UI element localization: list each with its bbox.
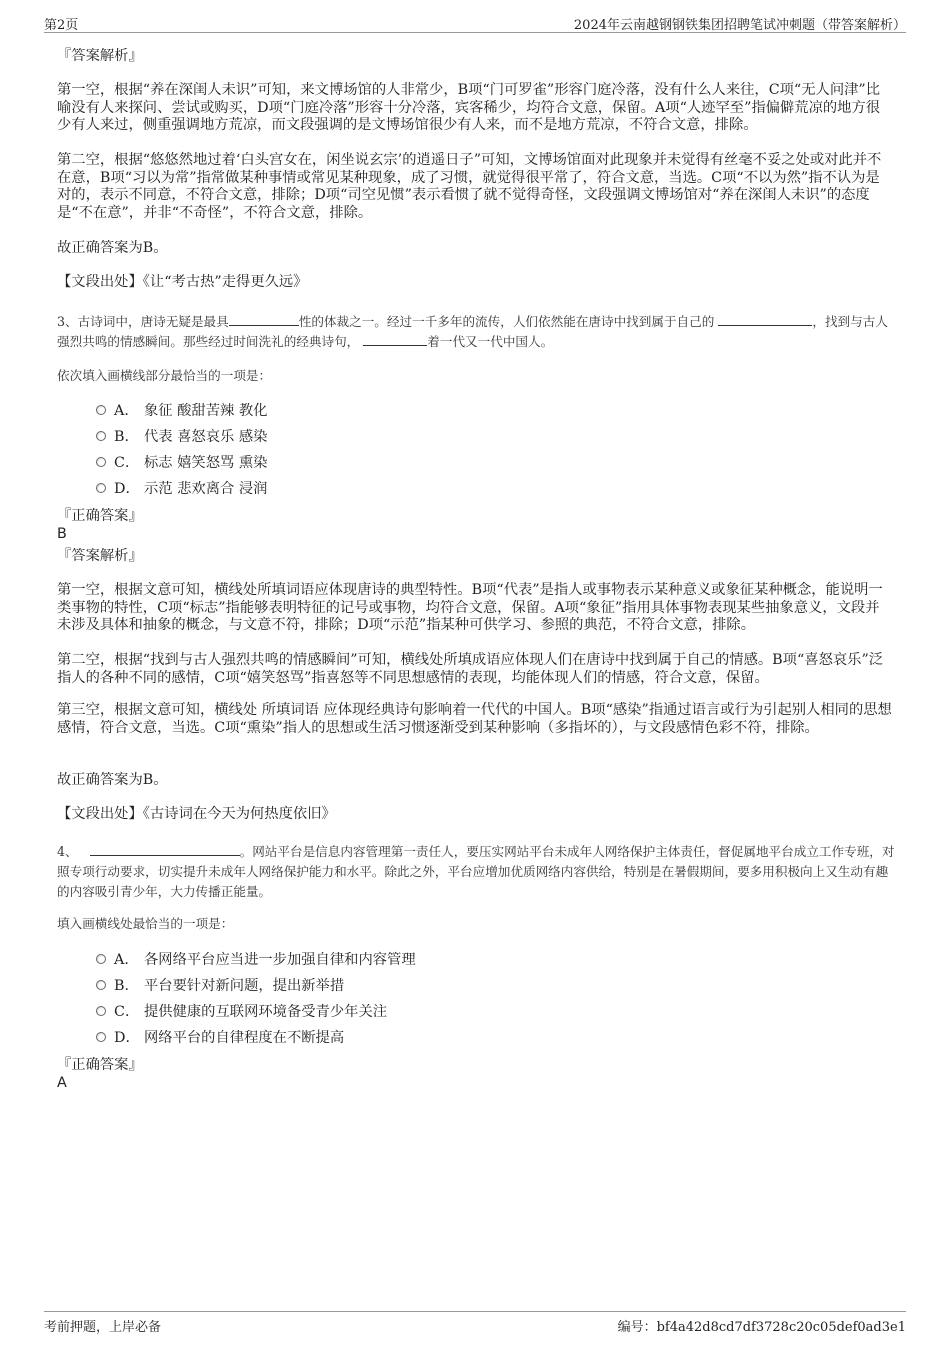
q4-answer: A	[57, 1075, 67, 1091]
page-footer	[44, 1311, 906, 1334]
footer-slogan: 考前押题，上岸必备	[44, 1320, 162, 1335]
q4-blank	[90, 842, 240, 856]
q3-option-d[interactable]: D． 示范 悲欢离合 浸润	[96, 480, 267, 498]
q3-answer-heading: 『正确答案』	[57, 508, 143, 524]
q3-source: 【文段出处】《古诗词在今天为何热度依旧》	[57, 806, 336, 822]
q3-text-4: 着一代又一代中国人。	[427, 334, 554, 349]
q3-stem	[57, 312, 895, 352]
q3-analysis-heading: 『答案解析』	[57, 548, 143, 564]
q4-answer-heading: 『正确答案』	[57, 1057, 143, 1073]
q3-analysis-para2: 第二空，根据“找到与古人强烈共鸣的情感瞬间”可知，横线处所填成语应体现人们在唐诗中找到属于自己的情感。B项“喜怒哀乐”泛指人的各种不同的感情，C项“嬉笑怒骂”指喜怒等不同思想感情的表现，均能体现人们的情感，符合文意，保留。	[57, 652, 884, 686]
q3-instruction: 依次填入画横线部分最恰当的一项是：	[57, 368, 272, 383]
q3-option-c[interactable]: C． 标志 嬉笑怒骂 熏染	[96, 454, 267, 472]
q3-option-b[interactable]: B． 代表 喜怒哀乐 感染	[96, 428, 267, 446]
q4-option-b[interactable]: B． 平台要针对新问题，提出新举措	[96, 977, 344, 995]
q3-conclusion: 故正确答案为B。	[57, 772, 168, 788]
q3-text-2: 性的体裁之一。经过一千多年的流传，人们依然能在唐诗中找到属于自己的	[298, 314, 715, 329]
radio-icon[interactable]	[96, 483, 106, 493]
q2-analysis-para2: 第二空，根据“悠悠然地过着‘白头宫女在，闲坐说玄宗’的逍遥日子”可知，文博场馆面对此现象并未觉得有丝毫不妥之处或对此并不在意，B项“习以为常”指常做某种事情或常见某种现象，成了习惯，就觉得很平常了，符合文意，当选。C项“不以为然”指不认为是对的，表示不同意，不符合文意，排除；D项“司空见惯”表示看惯了就不觉得奇怪，文段强调文博场馆对“养在深闺人未识”的态度是“不在意”，并非“不奇怪”，不符合文意，排除。	[57, 152, 882, 221]
q4-option-a[interactable]: A． 各网络平台应当进一步加强自律和内容管理	[96, 951, 416, 969]
radio-icon[interactable]	[96, 431, 106, 441]
radio-icon[interactable]	[96, 405, 106, 415]
q3-analysis-para1: 第一空，根据文意可知，横线处所填词语应体现唐诗的典型特性。B项“代表”是指人或事物表示某种意义或象征某种概念，能说明一类事物的特性，C项“标志”指能够表明特征的记号或事物，均符合文意，保留。A项“象征”指用具体事物表现某些抽象意义，文段并未涉及具体和抽象的概念，与文意不符，排除；D项“示范”指某种可供学习、参照的典范，不符合文意，排除。	[57, 582, 883, 633]
q2-analysis-heading: 『答案解析』	[57, 48, 143, 64]
document-title: 2024年云南越钢钢铁集团招聘笔试冲刺题（带答案解析）	[573, 18, 906, 33]
q3-text-3: ，找到与古人强烈共鸣的情感瞬间。那些经过时间洗礼的经典诗句，	[57, 314, 888, 349]
q3-text-1: 古诗词中，唐诗无疑是最具	[77, 314, 229, 329]
q4-text: 。网站平台是信息内容管理第一责任人，要压实网站平台未成年人网络保护主体责任，督促属地平台成立工作专班，对照专项行动要求，切实提升未成年人网络保护能力和水平。除此之外，平台应增加优质网络内容供给，特别是在暑假期间，要多用积极向上又生动有趣的内容吸引青少年，大力传播正能量。	[57, 844, 895, 899]
q3-number: 3、	[57, 314, 78, 329]
q4-option-c[interactable]: C． 提供健康的互联网环境备受青少年关注	[96, 1003, 387, 1021]
q3-blank-1	[229, 312, 299, 326]
radio-icon[interactable]	[96, 1032, 106, 1042]
radio-icon[interactable]	[96, 1006, 106, 1016]
q4-instruction: 填入画横线处最恰当的一项是：	[57, 916, 234, 931]
document-id: 编号：bf4a42d8cd7df3728c20c05def0ad3e1	[617, 1320, 906, 1335]
q4-number: 4、	[57, 844, 78, 859]
q4-option-d[interactable]: D． 网络平台的自律程度在不断提高	[96, 1029, 344, 1047]
page-header	[44, 14, 906, 33]
q3-blank-2	[718, 312, 812, 326]
q3-option-a[interactable]: A． 象征 酸甜苦辣 教化	[96, 402, 267, 420]
radio-icon[interactable]	[96, 980, 106, 990]
q2-conclusion: 故正确答案为B。	[57, 240, 168, 256]
q3-blank-3	[363, 332, 427, 346]
page-number: 第2页	[44, 18, 79, 33]
q3-answer: B	[57, 526, 67, 542]
radio-icon[interactable]	[96, 457, 106, 467]
q3-analysis-para3: 第三空，根据文意可知，横线处 所填词语 应体现经典诗句影响着一代代的中国人。B项“感染”指通过语言或行为引起别人相同的思想感情，符合文意，当选。C项“熏染”指人的思想或生活习惯逐渐受到某种影响（多指坏的），与文段感情色彩不符，排除。	[57, 702, 892, 736]
radio-icon[interactable]	[96, 954, 106, 964]
q2-analysis-para1: 第一空，根据“养在深闺人未识”可知，来文博场馆的人非常少，B项“门可罗雀”形容门庭冷落，没有什么人来往，C项“无人问津”比喻没有人来探问、尝试或购买，D项“门庭冷落”形容十分冷落，宾客稀少，均符合文意，保留。A项“人迹罕至”指偏僻荒凉的地方很少有人来过，侧重强调地方荒凉，而文段强调的是文博场馆很少有人来，而不是地方荒凉，不符合文意，排除。	[57, 82, 881, 133]
q4-stem	[57, 842, 895, 902]
q2-source: 【文段出处】《让“考古热”走得更久远》	[57, 274, 308, 290]
